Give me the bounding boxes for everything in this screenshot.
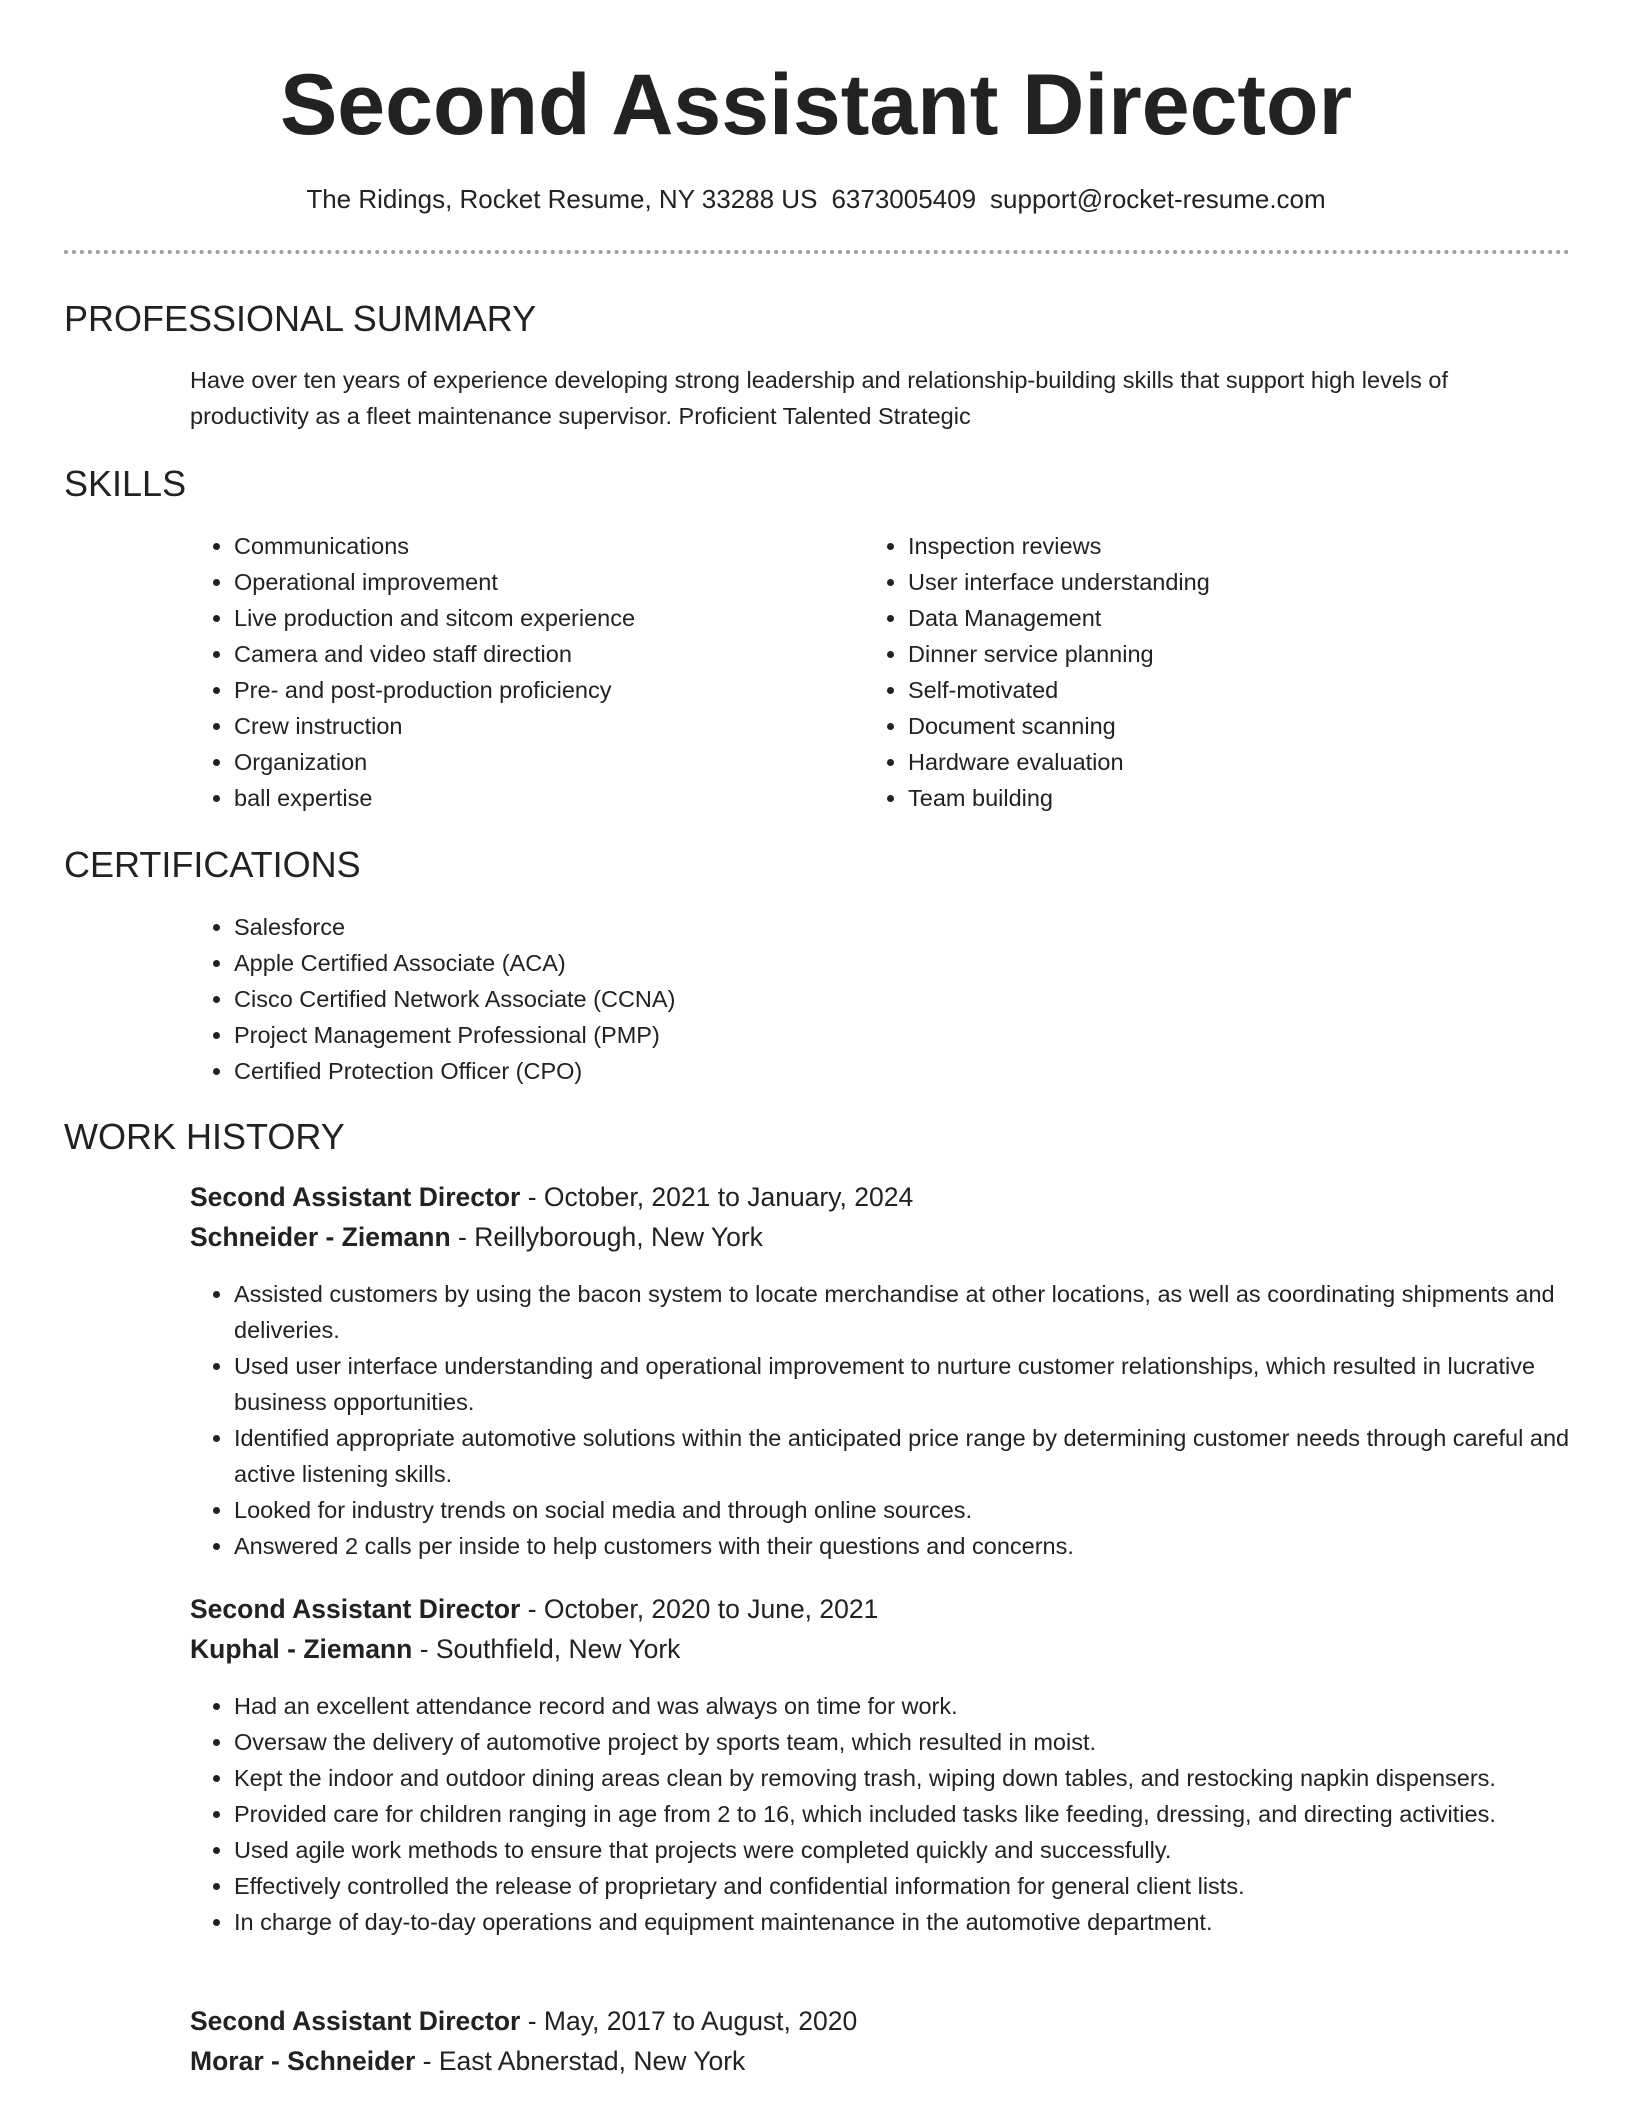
job-bullet: • Kept the indoor and outdoor dining areas clean by removing trash, wiping down tables, and restocking napkin dispensers. — [234, 1760, 1610, 1796]
skill-item: • Crew instruction — [234, 708, 854, 744]
job-company-line — [190, 1220, 763, 1254]
job-bullet: • Effectively controlled the release of proprietary and confidential information for general client lists. — [234, 1868, 1610, 1904]
section-title-skills: SKILLS — [64, 463, 187, 504]
skill-item: • Pre- and post-production proficiency — [234, 672, 854, 708]
skill-item: • Organization — [234, 744, 854, 780]
skill-item: • Hardware evaluation — [908, 744, 1548, 780]
job-company: Morar - Schneider — [190, 2046, 416, 2076]
job-company: Schneider - Ziemann — [190, 1222, 451, 1252]
section-title-work-history: WORK HISTORY — [64, 1116, 345, 1157]
skill-item: • Self-motivated — [908, 672, 1548, 708]
contact-phone: 6373005409 — [831, 184, 977, 214]
job-title-line — [190, 2004, 857, 2038]
skill-item: • Camera and video staff direction — [234, 636, 854, 672]
skill-item: • User interface understanding — [908, 564, 1548, 600]
job-bullet: • In charge of day-to-day operations and equipment maintenance in the automotive department. — [234, 1904, 1610, 1940]
skill-item: • Inspection reviews — [908, 528, 1548, 564]
job-company-line — [190, 1632, 680, 1666]
job-bullet: • Oversaw the delivery of automotive project by sports team, which resulted in moist. — [234, 1724, 1610, 1760]
job-title-line — [190, 1180, 913, 1214]
job-bullet: • Used user interface understanding and operational improvement to nurture customer relationships, which resulted in lucrative business opportunities. — [234, 1348, 1610, 1420]
resume-name: Second Assistant Director — [279, 57, 1353, 153]
certification-item: • Cisco Certified Network Associate (CCNA) — [234, 981, 1534, 1017]
job-location: - East Abnerstad, New York — [415, 2046, 746, 2076]
contact-line — [0, 183, 1632, 215]
contact-email[interactable]: support@rocket-resume.com — [990, 184, 1326, 214]
section-title-summary: PROFESSIONAL SUMMARY — [64, 298, 537, 339]
skill-item: • Dinner service planning — [908, 636, 1548, 672]
job-bullet: • Provided care for children ranging in age from 2 to 16, which included tasks like feeding, dressing, and directing activities. — [234, 1796, 1610, 1832]
job-bullet: • Assisted customers by using the bacon system to locate merchandise at other locations, as well as coordinating shipments and deliveries. — [234, 1276, 1610, 1348]
certification-item: • Project Management Professional (PMP) — [234, 1017, 1534, 1053]
section-title-certifications: CERTIFICATIONS — [64, 844, 361, 885]
job-role: Second Assistant Director — [190, 2006, 521, 2036]
job-role: Second Assistant Director — [190, 1594, 521, 1624]
job-bullets — [190, 1688, 1610, 1940]
job-dates: - May, 2017 to August, 2020 — [520, 2006, 858, 2036]
job-bullet: • Identified appropriate automotive solutions within the anticipated price range by determining customer needs through careful and active listening skills. — [234, 1420, 1610, 1492]
job-company-line — [190, 2044, 745, 2078]
certification-item: • Apple Certified Associate (ACA) — [234, 945, 1534, 981]
job-company: Kuphal - Ziemann — [190, 1634, 413, 1664]
skill-item: • Communications — [234, 528, 854, 564]
skill-item: • Document scanning — [908, 708, 1548, 744]
job-bullet: • Answered 2 calls per inside to help customers with their questions and concerns. — [234, 1528, 1610, 1564]
skill-item: • Operational improvement — [234, 564, 854, 600]
skill-item: • Data Management — [908, 600, 1548, 636]
contact-address: The Ridings, Rocket Resume, NY 33288 US — [306, 184, 818, 214]
skill-item: • Live production and sitcom experience — [234, 600, 854, 636]
skills-list-right — [864, 528, 1548, 816]
certifications-list — [190, 909, 1534, 1089]
job-bullet: • Had an excellent attendance record and was always on time for work. — [234, 1688, 1610, 1724]
job-dates: - October, 2020 to June, 2021 — [520, 1594, 879, 1624]
job-location: - Reillyborough, New York — [450, 1222, 763, 1252]
job-dates: - October, 2021 to January, 2024 — [520, 1182, 914, 1212]
job-location: - Southfield, New York — [412, 1634, 681, 1664]
job-bullet: • Used agile work methods to ensure that projects were completed quickly and successfully. — [234, 1832, 1610, 1868]
certification-item: • Certified Protection Officer (CPO) — [234, 1053, 1534, 1089]
job-title-line — [190, 1592, 878, 1626]
header-divider — [64, 250, 1570, 254]
job-bullet: • Looked for industry trends on social media and through online sources. — [234, 1492, 1610, 1528]
skill-item: • ball expertise — [234, 780, 854, 816]
job-role: Second Assistant Director — [190, 1182, 521, 1212]
summary-text: Have over ten years of experience developing strong leadership and relationship-building skills that support high levels of productivity as a fleet maintenance supervisor. Proficient Talented Strategic — [190, 367, 1448, 429]
skills-list-left — [190, 528, 854, 816]
skill-item: • Team building — [908, 780, 1548, 816]
certification-item: • Salesforce — [234, 909, 1534, 945]
job-bullets — [190, 1276, 1610, 1564]
